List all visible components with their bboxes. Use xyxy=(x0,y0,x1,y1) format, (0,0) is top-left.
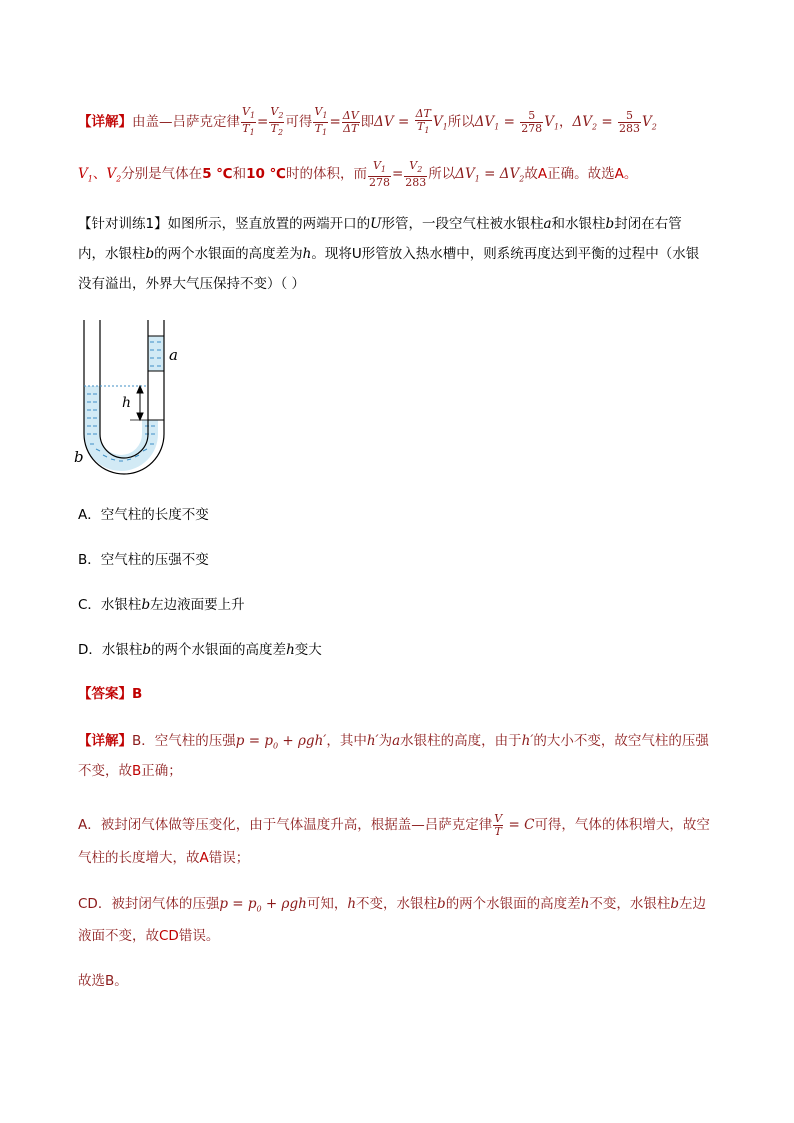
detail2-text: 错误。 xyxy=(178,928,220,944)
formula-pressure-a: $p = p_0 + \rho gh'$ xyxy=(235,733,327,751)
option-a xyxy=(78,505,209,525)
detail-text: 和 xyxy=(232,166,247,183)
detail2-line-2 xyxy=(78,761,182,781)
formula-ratio: $\frac{V_1}{T_1}$ = $\frac{\Delta V}{\Delta T}$ xyxy=(314,105,359,138)
formula-v1-over-t1: $\frac{V_1}{T_1}$ = $\frac{V_2}{T_2}$ xyxy=(242,105,284,138)
detail2-text: 左边 xyxy=(679,896,707,912)
option-b-text: B．空气柱的压强不变 xyxy=(78,552,209,568)
question-text: 形管，一段空气柱被水银柱 xyxy=(381,216,544,232)
detail-text: 时的体积，而 xyxy=(285,166,367,183)
detail2-text: 的两个水银面的高度差 xyxy=(445,896,581,912)
option-c: C．水银柱b左边液面要上升 xyxy=(78,597,245,613)
option-d-text: 变大 xyxy=(294,642,322,658)
detail2-text: 不变，水银柱 xyxy=(589,896,671,912)
answer-line xyxy=(78,684,142,704)
detail2-line-1: 【详解】B．空气柱的压强$p = p_0 + \rho gh'$，其中h′为a水银柱的高度，由于h′的大小不变，故空气柱的压强 xyxy=(78,733,709,751)
formula-delta-v1: $\Delta V_1$ = $\frac{5}{278}$ $V_1$ xyxy=(474,109,560,136)
detail2-line-3 xyxy=(78,813,710,838)
detail-tag: 【详解】 xyxy=(78,114,132,131)
label-h: h xyxy=(122,395,132,411)
question-text: 内，水银柱 xyxy=(78,246,146,262)
question-text: 形管放入热水槽中，则系统再度达到平衡的过程中（水银 xyxy=(361,246,700,262)
detail-text: 正确。故选 xyxy=(547,166,615,183)
option-ref: A xyxy=(537,166,548,183)
option-ref: A xyxy=(199,850,209,866)
option-c-text: 左边液面要上升 xyxy=(150,597,245,613)
law-text: 由盖—吕萨克定律 xyxy=(132,114,240,131)
label-a: a xyxy=(169,346,178,364)
question-tag: 【针对训练1】 xyxy=(78,216,168,232)
detail2-text: 液面不变，故 xyxy=(78,928,159,944)
detail-text: A。 xyxy=(614,166,638,183)
final-text: 故选B。 xyxy=(78,973,128,989)
temp-10: 10 ℃ xyxy=(246,166,286,183)
question-text: 没有溢出，外界大气压保持不变）（ ） xyxy=(78,276,306,292)
formula-delta-v2: $\Delta V_2$ = $\frac{5}{283}$ $V_2$ xyxy=(572,109,657,136)
question-line-3 xyxy=(78,274,305,294)
question-text: 的两个水银面的高度差为 xyxy=(154,246,303,262)
question-text: 和水银柱 xyxy=(551,216,606,232)
option-b xyxy=(78,550,209,570)
detail2-text: A．被封闭气体做等压变化，由于气体温度升高，根据盖—吕萨克定律 xyxy=(78,817,493,833)
detail2-text: ，其中 xyxy=(326,733,367,749)
kede-text: 可得 xyxy=(285,114,313,131)
detail2-text: 正确； xyxy=(141,763,182,779)
option-d: D．水银柱b的两个水银面的高度差h变大 xyxy=(78,642,322,658)
detail-line-2 xyxy=(78,160,637,190)
detail-line-1: 【详解】由盖—吕萨克定律 $\frac{V_1}{T_1}$ = $\frac{V_2}{T_2}$ 可得 $\frac{V_1}{T_1}$ = $\frac{\Delta V}{\Delta T}$ 即ΔV = $\frac{\Delta T}{T_1}$ $V_1$所以$\Delta V_1$ = $\frac{5}{278}$ $V_1$，$\Delta V_2$ = $\frac{5}{283}$ $V_2$ xyxy=(78,105,657,138)
option-d-text: D．水银柱 xyxy=(78,642,143,658)
detail2-text: 可知， xyxy=(306,896,348,912)
detail2-text: 的大小不变，故空气柱的压强 xyxy=(533,733,709,749)
option-ref: CD xyxy=(159,928,179,944)
mercury-b-right xyxy=(142,420,158,434)
question-text: 如图所示，竖直放置的两端开口的 xyxy=(167,216,371,232)
question-text: 封闭在右管 xyxy=(614,216,682,232)
detail2-text: 不变，水银柱 xyxy=(356,896,438,912)
detail2-text: 错误； xyxy=(208,850,250,866)
final-answer xyxy=(78,971,128,991)
option-ref: B xyxy=(132,763,142,779)
detail2-text: 水银柱的高度，由于 xyxy=(400,733,522,749)
detail2-line-5: CD．被封闭气体的压强$p = p_0 + \rho gh$可知，h不变，水银柱b的两个水银面的高度差h不变，水银柱b左边 xyxy=(78,896,707,914)
question-line-1: 【针对训练1】如图所示，竖直放置的两端开口的U形管，一段空气柱被水银柱a和水银柱b封闭在右管 xyxy=(78,216,682,232)
formula-v-over-t: $\frac{V}{T}$ = C xyxy=(494,812,535,838)
label-b: b xyxy=(74,448,84,466)
suoyi-text: 所以 xyxy=(447,114,475,131)
temp-5: 5 ℃ xyxy=(202,166,233,183)
detail2-text: 气柱的长度增大，故 xyxy=(78,850,200,866)
detail-text: 所以 xyxy=(428,166,456,183)
question-text: 。现将 xyxy=(311,246,352,262)
answer-tag: 【答案】 xyxy=(78,686,132,702)
ji-text: 即 xyxy=(360,114,375,131)
formula-delta-v: ΔV = $\frac{\Delta T}{T_1}$ $V_1$ xyxy=(374,107,448,136)
question-line-2: 内，水银柱b的两个水银面的高度差为h。现将U形管放入热水槽中，则系统再度达到平衡的过程中（水银 xyxy=(78,246,700,262)
formula-compare: $\frac{V_1}{278}$ = $\frac{V_2}{283}$ xyxy=(368,159,427,190)
option-a-text: A．空气柱的长度不变 xyxy=(78,507,209,523)
detail2-text: CD．被封闭气体的压强 xyxy=(78,896,220,912)
detail2-line-4 xyxy=(78,848,249,868)
detail2-line-6 xyxy=(78,926,219,946)
detail2-tag: 【详解】 xyxy=(78,733,132,749)
option-d-text: 的两个水银面的高度差 xyxy=(151,642,287,658)
answer-value: B xyxy=(132,686,143,702)
formula-delta-compare: $\Delta V_1 = \Delta V_2$ xyxy=(455,166,525,184)
v1-v2-symbols: $V_1$、$V_2$ xyxy=(78,166,122,184)
detail2-text: B．空气柱的压强 xyxy=(132,733,236,749)
formula-pressure-b: $p = p_0 + \rho gh$ xyxy=(219,896,307,914)
u-tube-figure xyxy=(74,318,194,480)
detail2-text: 为 xyxy=(378,733,393,749)
question-text: U xyxy=(351,246,362,262)
detail-text: 分别是气体在 xyxy=(121,166,203,183)
detail2-text: 不变，故 xyxy=(78,763,132,779)
option-c-text: C．水银柱 xyxy=(78,597,142,613)
h-arrow xyxy=(137,386,143,420)
detail-text: 故 xyxy=(524,166,538,183)
detail2-text: 可得，气体的体积增大，故空 xyxy=(534,817,710,833)
